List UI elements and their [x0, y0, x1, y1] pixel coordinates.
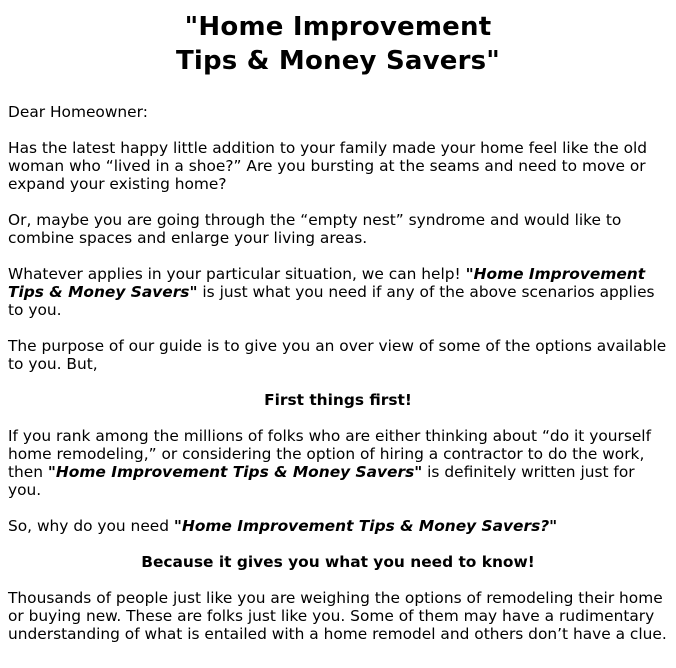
guide-title-emphasis: "Home Improvement Tips & Money Savers?": [173, 517, 558, 535]
paragraph-1: Has the latest happy little addition to your family made your home feel like the old woman who “lived in a shoe?” Are you bursting at the seams and need to move or expand your existing home?: [8, 139, 648, 193]
salutation: Dear Homeowner:: [8, 103, 148, 121]
paragraph-6: [8, 517, 668, 535]
guide-title-emphasis: "Home Improvement Tips & Money Savers": [8, 265, 646, 301]
guide-title-emphasis: "Home Improvement Tips & Money Savers": [47, 463, 423, 481]
title-line-1: "Home Improvement: [184, 12, 492, 42]
paragraph-5-tail: is definitely written just for you.: [8, 463, 635, 499]
paragraph-4: The purpose of our guide is to give you an over view of some of the options available to you. But,: [8, 337, 667, 373]
paragraph-5-lead: If you rank among the millions of folks who are either thinking about “do it yourself home remodeling,” or considering the option of hiring a contractor to do the work, then: [8, 427, 652, 481]
paragraph-7: Thousands of people just like you are weighing the options of remodeling their home or buying new. These are folks just like you. Some of them may have a rudimentary understanding of what is entailed with a home remodel and others don’t have a clue.: [8, 589, 667, 643]
page-title: [8, 10, 668, 78]
paragraph-3-lead: Whatever applies in your particular situation, we can help!: [8, 265, 466, 283]
section-heading-first-things: First things first!: [264, 391, 412, 409]
paragraph-5: [8, 427, 668, 499]
paragraph-3: [8, 265, 668, 319]
paragraph-6-lead: So, why do you need: [8, 517, 174, 535]
paragraph-2: Or, maybe you are going through the “empty nest” syndrome and would like to combine spaces and enlarge your living areas.: [8, 211, 622, 247]
paragraph-3-tail: is just what you need if any of the above scenarios applies to you.: [8, 283, 655, 319]
section-heading-what-you-need: Because it gives you what you need to know!: [141, 553, 535, 571]
title-line-2: Tips & Money Savers": [175, 46, 501, 76]
